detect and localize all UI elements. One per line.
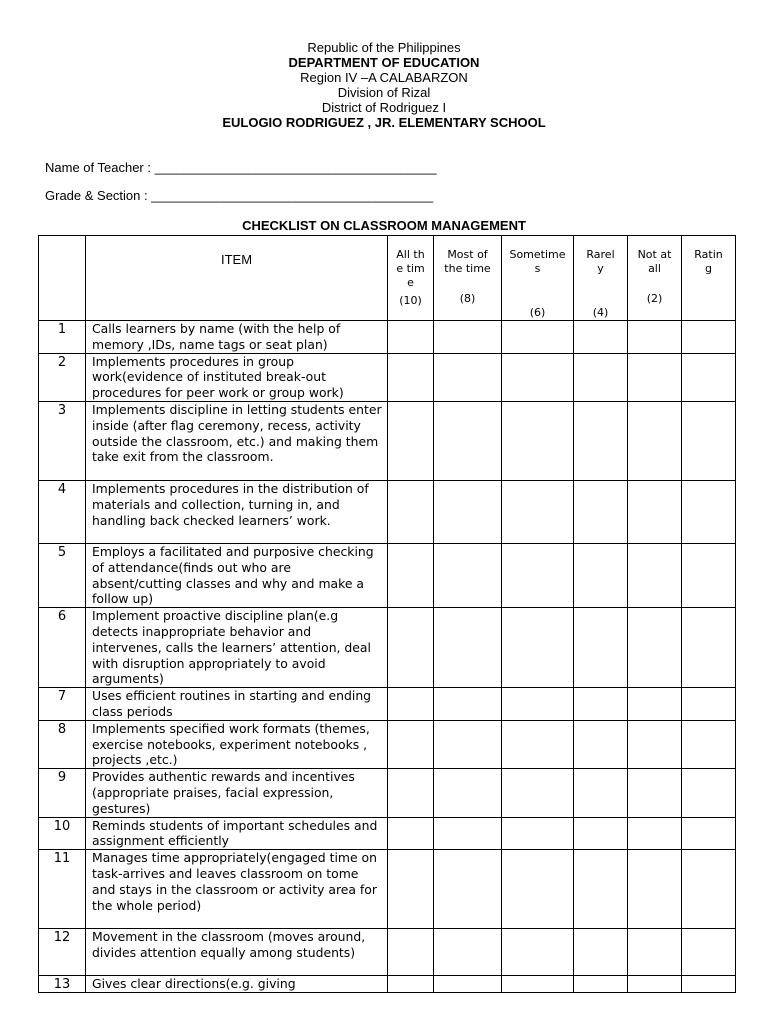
rating-cell[interactable] — [682, 817, 736, 850]
table-row — [39, 976, 736, 993]
row-item-text: Provides authentic rewards and incentives (appropriate praises, facial expression, gestures) — [86, 769, 388, 817]
rating-cell[interactable] — [388, 480, 434, 543]
rating-cell[interactable] — [574, 769, 628, 817]
item-header: ITEM — [86, 236, 388, 321]
rating-cell[interactable] — [682, 976, 736, 993]
rating-cell[interactable] — [682, 769, 736, 817]
col-label: Sometimes — [509, 248, 566, 275]
table-row — [39, 543, 736, 607]
rating-cell[interactable] — [434, 401, 502, 480]
rating-cell[interactable] — [682, 608, 736, 688]
table-row — [39, 929, 736, 976]
row-item-text: Reminds students of important schedules and assignment efficiently — [86, 817, 388, 850]
rating-cell[interactable] — [502, 401, 574, 480]
rating-cell[interactable] — [682, 401, 736, 480]
rating-cell[interactable] — [628, 480, 682, 543]
rating-cell[interactable] — [682, 850, 736, 929]
rating-cell[interactable] — [502, 608, 574, 688]
rating-cell[interactable] — [388, 976, 434, 993]
rating-cell[interactable] — [574, 543, 628, 607]
rating-cell[interactable] — [574, 608, 628, 688]
table-row — [39, 850, 736, 929]
row-number: 7 — [39, 688, 86, 721]
rating-cell[interactable] — [502, 817, 574, 850]
table-row — [39, 769, 736, 817]
col-label: Most of the time — [444, 248, 491, 275]
row-item-text: Implements procedures in group work(evidence of instituted break-out procedures for peer work or group work) — [86, 353, 388, 401]
rating-cell[interactable] — [502, 543, 574, 607]
col-points: (4) — [592, 306, 609, 319]
col-points: (2) — [646, 292, 663, 305]
rating-cell[interactable] — [502, 480, 574, 543]
rating-cell[interactable] — [628, 850, 682, 929]
rating-cell[interactable] — [434, 608, 502, 688]
rating-cell[interactable] — [388, 321, 434, 354]
number-header — [39, 236, 86, 321]
rating-cell[interactable] — [628, 321, 682, 354]
row-item-text: Calls learners by name (with the help of memory ,IDs, name tags or seat plan) — [86, 321, 388, 354]
row-item-text: Manages time appropriately(engaged time on task-arrives and leaves classroom on tome and stays in the classroom or activity area for the whole period) — [86, 850, 388, 929]
row-number: 6 — [39, 608, 86, 688]
rating-cell[interactable] — [434, 480, 502, 543]
rating-cell[interactable] — [388, 817, 434, 850]
rating-cell[interactable] — [388, 353, 434, 401]
rating-cell[interactable] — [388, 850, 434, 929]
division-line: Division of Rizal — [337, 85, 431, 100]
col-label: Rating — [694, 248, 723, 275]
rating-cell[interactable] — [502, 769, 574, 817]
row-item-text: Implements specified work formats (themes, exercise notebooks, experiment notebooks , projects ,etc.) — [86, 720, 388, 768]
checklist-title: CHECKLIST ON CLASSROOM MANAGEMENT — [242, 218, 526, 233]
rating-cell[interactable] — [434, 720, 502, 768]
row-number: 8 — [39, 720, 86, 768]
rating-cell[interactable] — [628, 688, 682, 721]
col-points: (10) — [399, 294, 422, 307]
table-row — [39, 688, 736, 721]
row-item-text: Movement in the classroom (moves around, divides attention equally among students) — [86, 929, 388, 976]
region-line: Region IV –A CALABARZON — [300, 70, 468, 85]
row-number: 3 — [39, 401, 86, 480]
rating-cell[interactable] — [502, 929, 574, 976]
school-name: EULOGIO RODRIGUEZ , JR. ELEMENTARY SCHOOL — [222, 115, 546, 130]
rating-cell[interactable] — [434, 321, 502, 354]
table-row — [39, 720, 736, 768]
row-item-text: Implements procedures in the distribution of materials and collection, turning in, and handling back checked learners’ work. — [86, 480, 388, 543]
rating-cell[interactable] — [388, 769, 434, 817]
col-label: Not at all — [637, 248, 672, 275]
col-rarely — [574, 236, 628, 321]
header-row — [39, 236, 736, 321]
rating-cell[interactable] — [574, 401, 628, 480]
rating-cell[interactable] — [574, 480, 628, 543]
col-most-of-the-time — [434, 236, 502, 321]
col-points: (8) — [459, 292, 476, 305]
rating-cell[interactable] — [628, 353, 682, 401]
row-number: 11 — [39, 850, 86, 929]
rating-cell[interactable] — [388, 401, 434, 480]
table-row — [39, 608, 736, 688]
rating-cell[interactable] — [502, 688, 574, 721]
row-item-text: Implements discipline in letting students enter inside (after flag ceremony, recess, activity outside the classroom, etc.) and making them take exit from the classroom. — [86, 401, 388, 480]
rating-cell[interactable] — [574, 976, 628, 993]
teacher-name-field: Name of Teacher : _______________________________________ — [45, 160, 437, 175]
rating-cell[interactable] — [628, 543, 682, 607]
rating-cell[interactable] — [682, 688, 736, 721]
table-row — [39, 401, 736, 480]
rating-cell[interactable] — [388, 929, 434, 976]
table-row — [39, 353, 736, 401]
rating-cell[interactable] — [502, 850, 574, 929]
rating-cell[interactable] — [388, 608, 434, 688]
rating-cell[interactable] — [682, 353, 736, 401]
row-item-text: Employs a facilitated and purposive checking of attendance(finds out who are absent/cutting classes and why and make a follow up) — [86, 543, 388, 607]
rating-cell[interactable] — [388, 688, 434, 721]
rating-cell[interactable] — [628, 608, 682, 688]
checklist-table — [38, 235, 736, 993]
grade-section-field: Grade & Section : _______________________________________ — [45, 188, 434, 203]
rating-cell[interactable] — [388, 543, 434, 607]
rating-cell[interactable] — [502, 353, 574, 401]
row-item-text: Uses efficient routines in starting and ending class periods — [86, 688, 388, 721]
rating-cell[interactable] — [682, 321, 736, 354]
rating-cell[interactable] — [682, 543, 736, 607]
rating-cell[interactable] — [502, 976, 574, 993]
rating-cell[interactable] — [502, 720, 574, 768]
rating-cell[interactable] — [434, 688, 502, 721]
district-line: District of Rodriguez I — [321, 100, 447, 115]
row-item-text: Gives clear directions(e.g. giving — [86, 976, 388, 993]
row-number: 2 — [39, 353, 86, 401]
table-row — [39, 817, 736, 850]
col-rating — [682, 236, 736, 321]
col-not-at-all — [628, 236, 682, 321]
row-number: 13 — [39, 976, 86, 993]
col-sometimes — [502, 236, 574, 321]
rating-cell[interactable] — [628, 929, 682, 976]
rating-cell[interactable] — [682, 929, 736, 976]
row-item-text: Implement proactive discipline plan(e.g detects inappropriate behavior and intervenes, calls the learners’ attention, deal with disruption appropriately to avoid arguments) — [86, 608, 388, 688]
col-points: (6) — [529, 306, 546, 319]
republic-line: Republic of the Philippines — [307, 40, 461, 55]
rating-cell[interactable] — [502, 321, 574, 354]
rating-cell[interactable] — [434, 929, 502, 976]
rating-cell[interactable] — [434, 543, 502, 607]
rating-cell[interactable] — [434, 976, 502, 993]
table-row — [39, 321, 736, 354]
rating-cell[interactable] — [628, 401, 682, 480]
rating-cell[interactable] — [388, 720, 434, 768]
rating-cell[interactable] — [574, 688, 628, 721]
rating-cell[interactable] — [574, 321, 628, 354]
rating-cell[interactable] — [574, 929, 628, 976]
rating-cell[interactable] — [574, 353, 628, 401]
rating-cell[interactable] — [434, 850, 502, 929]
col-label: Rarely — [586, 248, 615, 275]
row-number: 12 — [39, 929, 86, 976]
row-number: 4 — [39, 480, 86, 543]
rating-cell[interactable] — [434, 769, 502, 817]
rating-cell[interactable] — [682, 720, 736, 768]
rating-cell[interactable] — [628, 976, 682, 993]
row-number: 5 — [39, 543, 86, 607]
rating-cell[interactable] — [574, 720, 628, 768]
rating-cell[interactable] — [434, 353, 502, 401]
rating-cell[interactable] — [434, 817, 502, 850]
row-number: 10 — [39, 817, 86, 850]
rating-cell[interactable] — [574, 850, 628, 929]
rating-cell[interactable] — [628, 817, 682, 850]
table-row — [39, 480, 736, 543]
rating-cell[interactable] — [682, 480, 736, 543]
rating-cell[interactable] — [628, 720, 682, 768]
row-number: 1 — [39, 321, 86, 354]
department-line: DEPARTMENT OF EDUCATION — [288, 55, 480, 70]
rating-cell[interactable] — [628, 769, 682, 817]
col-label: All the time — [396, 248, 425, 289]
rating-cell[interactable] — [574, 817, 628, 850]
row-number: 9 — [39, 769, 86, 817]
col-all-the-time — [388, 236, 434, 321]
